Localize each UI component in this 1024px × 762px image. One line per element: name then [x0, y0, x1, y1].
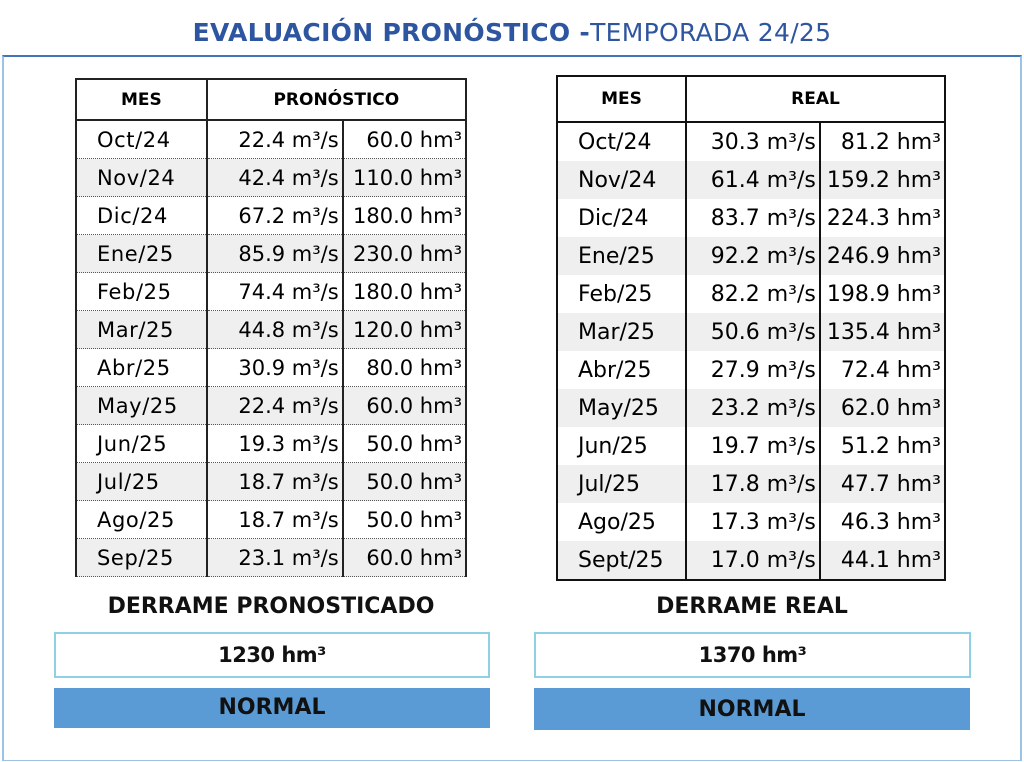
forecast-volume-cell: 180.0 hm³: [343, 273, 466, 311]
forecast-volume-cell: 110.0 hm³: [343, 159, 466, 197]
forecast-summary-value: 1230 hm³: [54, 632, 490, 678]
actual-volume-cell: 224.3 hm³: [820, 199, 945, 237]
actual-summary-label: DERRAME REAL: [656, 594, 848, 619]
forecast-row: [76, 159, 466, 197]
actual-volume-cell: 198.9 hm³: [820, 275, 945, 313]
forecast-volume-cell: 60.0 hm³: [343, 120, 466, 159]
actual-flow-cell: 23.2 m³/s: [686, 389, 820, 427]
forecast-month-cell: May/25: [76, 387, 207, 425]
actual-status-badge: NORMAL: [534, 688, 970, 730]
actual-row: [557, 351, 945, 389]
forecast-volume-cell: 80.0 hm³: [343, 349, 466, 387]
forecast-flow-cell: 67.2 m³/s: [207, 197, 343, 235]
actual-flow-cell: 17.3 m³/s: [686, 503, 820, 541]
actual-month-cell: Abr/25: [557, 351, 686, 389]
forecast-table-header: [76, 79, 466, 120]
forecast-month-cell: Sep/25: [76, 539, 207, 577]
actual-header-value: REAL: [686, 76, 945, 122]
forecast-row: [76, 273, 466, 311]
actual-row: [557, 541, 945, 580]
actual-row: [557, 389, 945, 427]
actual-row: [557, 427, 945, 465]
forecast-row: [76, 235, 466, 273]
actual-month-cell: Jun/25: [557, 427, 686, 465]
forecast-flow-cell: 44.8 m³/s: [207, 311, 343, 349]
actual-volume-cell: 135.4 hm³: [820, 313, 945, 351]
actual-row: [557, 275, 945, 313]
actual-volume-cell: 46.3 hm³: [820, 503, 945, 541]
actual-month-cell: Dic/24: [557, 199, 686, 237]
actual-month-cell: Jul/25: [557, 465, 686, 503]
forecast-month-cell: Oct/24: [76, 120, 207, 159]
actual-volume-cell: 81.2 hm³: [820, 122, 945, 161]
actual-flow-cell: 19.7 m³/s: [686, 427, 820, 465]
actual-flow-cell: 83.7 m³/s: [686, 199, 820, 237]
forecast-month-cell: Dic/24: [76, 197, 207, 235]
forecast-flow-cell: 23.1 m³/s: [207, 539, 343, 577]
actual-volume-cell: 72.4 hm³: [820, 351, 945, 389]
forecast-volume-cell: 50.0 hm³: [343, 501, 466, 539]
actual-flow-cell: 82.2 m³/s: [686, 275, 820, 313]
forecast-volume-cell: 180.0 hm³: [343, 197, 466, 235]
forecast-month-cell: Jun/25: [76, 425, 207, 463]
actual-row: [557, 122, 945, 161]
actual-volume-cell: 246.9 hm³: [820, 237, 945, 275]
actual-flow-cell: 61.4 m³/s: [686, 161, 820, 199]
forecast-month-cell: Nov/24: [76, 159, 207, 197]
forecast-row: [76, 425, 466, 463]
actual-row: [557, 465, 945, 503]
actual-month-cell: Ago/25: [557, 503, 686, 541]
page-title-season: TEMPORADA 24/25: [590, 18, 832, 47]
actual-month-cell: May/25: [557, 389, 686, 427]
actual-table-body: [557, 122, 945, 580]
forecast-row: [76, 463, 466, 501]
forecast-table-body: [76, 120, 466, 577]
actual-row: [557, 503, 945, 541]
actual-summary-value: 1370 hm³: [534, 632, 971, 678]
forecast-header-value: PRONÓSTICO: [207, 79, 466, 120]
forecast-month-cell: Mar/25: [76, 311, 207, 349]
actual-volume-cell: 44.1 hm³: [820, 541, 945, 580]
forecast-status-badge: NORMAL: [54, 688, 490, 728]
actual-row: [557, 199, 945, 237]
actual-month-cell: Sept/25: [557, 541, 686, 580]
actual-volume-cell: 51.2 hm³: [820, 427, 945, 465]
actual-flow-cell: 27.9 m³/s: [686, 351, 820, 389]
forecast-flow-cell: 42.4 m³/s: [207, 159, 343, 197]
forecast-volume-cell: 60.0 hm³: [343, 387, 466, 425]
actual-row: [557, 313, 945, 351]
actual-month-cell: Nov/24: [557, 161, 686, 199]
actual-flow-cell: 17.0 m³/s: [686, 541, 820, 580]
forecast-volume-cell: 50.0 hm³: [343, 425, 466, 463]
forecast-month-cell: Feb/25: [76, 273, 207, 311]
forecast-header-mes: MES: [76, 79, 207, 120]
actual-table: [556, 75, 946, 581]
actual-flow-cell: 92.2 m³/s: [686, 237, 820, 275]
forecast-flow-cell: 22.4 m³/s: [207, 387, 343, 425]
actual-flow-cell: 17.8 m³/s: [686, 465, 820, 503]
actual-month-cell: Feb/25: [557, 275, 686, 313]
forecast-volume-cell: 230.0 hm³: [343, 235, 466, 273]
forecast-flow-cell: 19.3 m³/s: [207, 425, 343, 463]
forecast-table: [75, 78, 467, 577]
forecast-summary-label: DERRAME PRONOSTICADO: [107, 594, 435, 619]
forecast-volume-cell: 50.0 hm³: [343, 463, 466, 501]
forecast-flow-cell: 18.7 m³/s: [207, 463, 343, 501]
forecast-flow-cell: 74.4 m³/s: [207, 273, 343, 311]
actual-volume-cell: 62.0 hm³: [820, 389, 945, 427]
forecast-row: [76, 120, 466, 159]
forecast-volume-cell: 120.0 hm³: [343, 311, 466, 349]
page-title-main: EVALUACIÓN PRONÓSTICO -: [192, 18, 591, 47]
forecast-flow-cell: 30.9 m³/s: [207, 349, 343, 387]
actual-month-cell: Mar/25: [557, 313, 686, 351]
actual-row: [557, 237, 945, 275]
forecast-row: [76, 311, 466, 349]
forecast-row: [76, 349, 466, 387]
actual-volume-cell: 47.7 hm³: [820, 465, 945, 503]
actual-volume-cell: 159.2 hm³: [820, 161, 945, 199]
actual-month-cell: Ene/25: [557, 237, 686, 275]
forecast-month-cell: Ago/25: [76, 501, 207, 539]
forecast-row: [76, 501, 466, 539]
forecast-month-cell: Jul/25: [76, 463, 207, 501]
actual-flow-cell: 30.3 m³/s: [686, 122, 820, 161]
actual-table-header: [557, 76, 945, 122]
forecast-flow-cell: 18.7 m³/s: [207, 501, 343, 539]
forecast-flow-cell: 85.9 m³/s: [207, 235, 343, 273]
page-title: [0, 18, 1024, 47]
actual-flow-cell: 50.6 m³/s: [686, 313, 820, 351]
actual-month-cell: Oct/24: [557, 122, 686, 161]
forecast-row: [76, 539, 466, 577]
forecast-row: [76, 387, 466, 425]
forecast-volume-cell: 60.0 hm³: [343, 539, 466, 577]
actual-header-mes: MES: [557, 76, 686, 122]
forecast-row: [76, 197, 466, 235]
actual-row: [557, 161, 945, 199]
forecast-flow-cell: 22.4 m³/s: [207, 120, 343, 159]
forecast-month-cell: Abr/25: [76, 349, 207, 387]
forecast-month-cell: Ene/25: [76, 235, 207, 273]
